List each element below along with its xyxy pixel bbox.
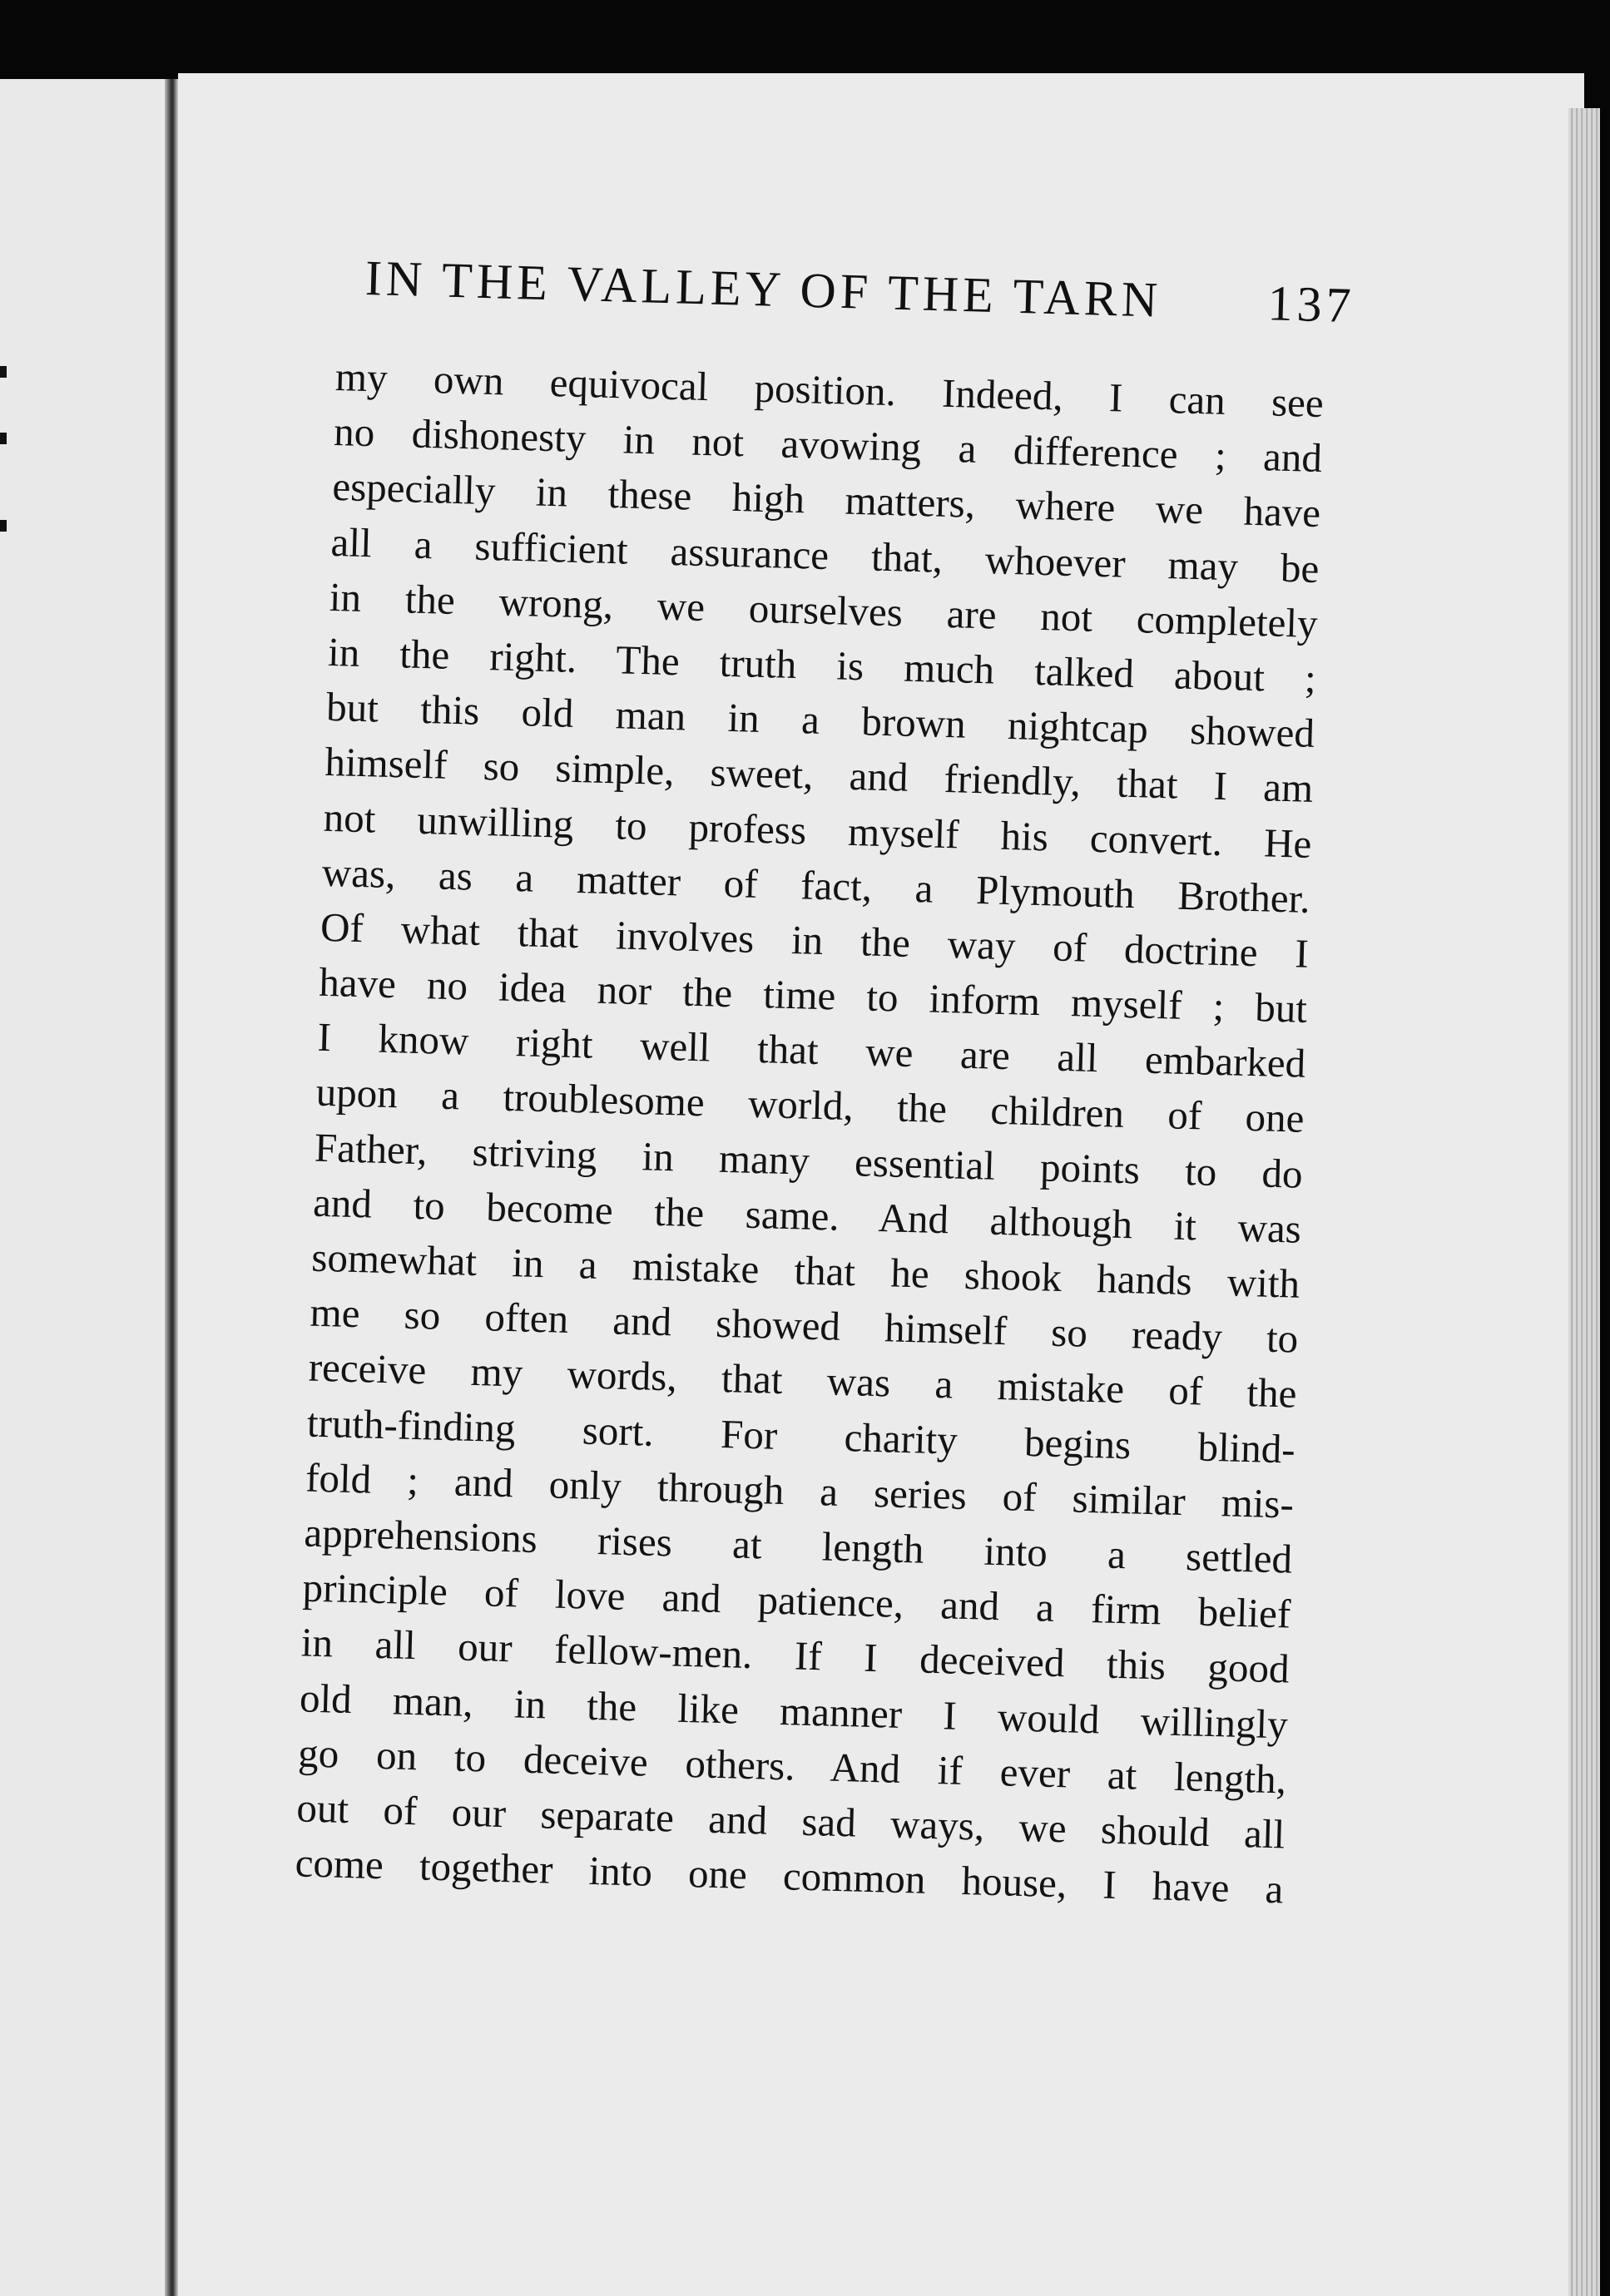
text-line: was, as a matter of fact, a Plymouth Brother. <box>321 849 1311 922</box>
text-line: receive my words, that was a mistake of the <box>308 1343 1298 1418</box>
running-title: IN THE VALLEY OF THE TARN <box>364 250 1163 328</box>
body-text <box>295 349 1325 1917</box>
page-number: 137 <box>1266 275 1356 334</box>
text-line: apprehensions rises at length into a settled <box>303 1509 1293 1582</box>
text-line: somewhat in a mistake that he shook hands with <box>310 1234 1300 1307</box>
text-line: go on to deceive others. And if ever at length, <box>297 1729 1287 1803</box>
text-line: in the right. The truth is much talked about ; <box>327 628 1317 701</box>
text-line: Of what that involves in the way of doctrine I <box>320 903 1310 977</box>
text-line: in all our fellow-men. If I deceived this good <box>300 1619 1290 1692</box>
text-line: not unwilling to profess myself his convert. He <box>323 794 1313 867</box>
left-page-edge <box>0 79 175 2296</box>
text-line: but this old man in a brown nightcap showed <box>325 683 1315 757</box>
text-line: I know right well that we are all embarked <box>316 1013 1306 1087</box>
text-line: upon a troublesome world, the children of one <box>315 1069 1305 1142</box>
left-margin-mark <box>0 366 7 378</box>
left-margin-mark <box>0 433 7 444</box>
text-line: my own equivocal position. Indeed, I can see <box>334 353 1325 427</box>
page-stack-edge <box>1568 108 1600 2296</box>
text-line: and to become the same. And although it was <box>312 1179 1302 1252</box>
text-line: have no idea nor the time to inform myself ; but <box>318 958 1308 1032</box>
book-gutter <box>165 79 178 2296</box>
left-margin-mark <box>0 520 7 532</box>
text-line: fold ; and only through a series of similar mis- <box>305 1454 1295 1527</box>
text-line: old man, in the like manner I would willingly <box>299 1674 1289 1748</box>
text-line: all a sufficient assurance that, whoever may be <box>330 518 1320 591</box>
text-line: in the wrong, we ourselves are not completely <box>329 573 1319 646</box>
text-line: especially in these high matters, where we have <box>331 463 1321 537</box>
text-line: no dishonesty in not avowing a difference ; and <box>333 408 1323 482</box>
text-line: out of our separate and sad ways, we should all <box>295 1784 1286 1858</box>
text-line: truth-finding sort. For charity begins blind- <box>306 1399 1296 1472</box>
text-line: principle of love and patience, and a firm belief <box>301 1564 1292 1637</box>
text-line: himself so simple, sweet, and friendly, that I am <box>324 739 1314 812</box>
text-line: come together into one common house, I have a <box>295 1839 1285 1913</box>
text-line: me so often and showed himself so ready to <box>309 1289 1299 1362</box>
text-line: Father, striving in many essential points to do <box>314 1124 1304 1197</box>
